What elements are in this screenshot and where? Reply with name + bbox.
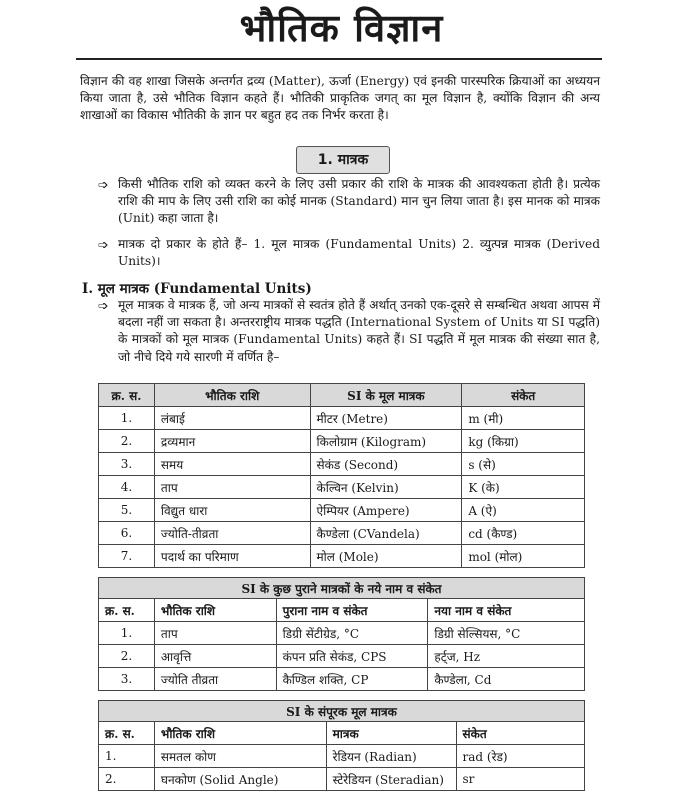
fundamental-units-table [98, 383, 585, 568]
cell-symbol: mol (मोल) [462, 545, 585, 568]
section-heading-units: 1. मात्रक [296, 146, 390, 174]
cell-symbol: cd (कैण्ड) [462, 522, 585, 545]
table-row [99, 622, 585, 645]
cell-unit: सेकंड (Second) [310, 453, 462, 476]
cell-serial: 1. [99, 622, 155, 645]
cell-quantity: समतल कोण [154, 745, 326, 768]
cell-symbol: sr [456, 768, 584, 791]
table-row [99, 545, 585, 568]
table-row [99, 499, 585, 522]
cell-serial: 5. [99, 499, 155, 522]
cell-quantity: विद्युत धारा [154, 499, 310, 522]
table-caption: SI के कुछ पुराने मात्रकों के नये नाम व संकेत [99, 578, 585, 599]
cell-symbol: rad (रेड) [456, 745, 584, 768]
subheading-fundamental-units: I. मूल मात्रक (Fundamental Units) [82, 281, 312, 297]
table-caption-row [99, 578, 585, 599]
table-caption: SI के संपूरक मूल मात्रक [99, 701, 585, 722]
cell-quantity: द्रव्यमान [154, 430, 310, 453]
cell-symbol: s (से) [462, 453, 585, 476]
cell-quantity: समय [154, 453, 310, 476]
header-quantity: भौतिक राशि [154, 384, 310, 407]
cell-unit: मीटर (Metre) [310, 407, 462, 430]
header-serial: क्र. स. [99, 599, 155, 622]
table-row [99, 430, 585, 453]
cell-new-name: डिग्री सेल्सियस, °C [428, 622, 585, 645]
cell-old-name: डिग्री सेंटीग्रेड, °C [276, 622, 428, 645]
cell-unit: स्टेरेडियन (Steradian) [326, 768, 456, 791]
cell-serial: 1. [99, 407, 155, 430]
cell-unit: केल्विन (Kelvin) [310, 476, 462, 499]
cell-new-name: हर्ट्ज, Hz [428, 645, 585, 668]
header-si-unit: SI के मूल मात्रक [310, 384, 462, 407]
header-serial: क्र. स. [99, 384, 155, 407]
header-symbol: संकेत [462, 384, 585, 407]
cell-serial: 2. [99, 645, 155, 668]
table-row [99, 768, 585, 791]
bullet-unit-types: मात्रक दो प्रकार के होते हैं– 1. मूल मात्रक (Fundamental Units) 2. व्युत्पन्न मात्रक (Derived Units)। [118, 237, 600, 269]
cell-serial: 7. [99, 545, 155, 568]
table-row [99, 407, 585, 430]
page-title: भौतिक विज्ञान [239, 6, 444, 50]
header-symbol: संकेत [456, 722, 584, 745]
renamed-units-table [98, 577, 585, 691]
cell-symbol: K (के) [462, 476, 585, 499]
header-serial: क्र. स. [99, 722, 155, 745]
table-header-row [99, 599, 585, 622]
cell-unit: रेडियन (Radian) [326, 745, 456, 768]
cell-quantity: पदार्थ का परिमाण [154, 545, 310, 568]
cell-symbol: kg (किग्रा) [462, 430, 585, 453]
bullet-fundamental-definition: मूल मात्रक वे मात्रक हैं, जो अन्य मात्रकों से स्वतंत्र होते हैं अर्थात् उनको एक-दूसरे से सम्बन्धित अथवा आपस में बदला नहीं जा सकता है। अन्तरराष्ट्रीय मात्रक पद्धति (International System of Units या SI पद्धति) के मात्रकों को मूल मात्रक (Fundamental Units) कहते हैं। SI पद्धति में मूल मात्रक की संख्या सात है, जो नीचे दिये गये सारणी में वर्णित है– [118, 298, 600, 364]
cell-quantity: आवृत्ति [154, 645, 276, 668]
cell-symbol: A (ऐ) [462, 499, 585, 522]
table-row [99, 453, 585, 476]
table-caption-row [99, 701, 585, 722]
cell-serial: 3. [99, 668, 155, 691]
header-new-name: नया नाम व संकेत [428, 599, 585, 622]
cell-serial: 2. [99, 430, 155, 453]
header-quantity: भौतिक राशि [154, 722, 326, 745]
table-header-row [99, 722, 585, 745]
cell-serial: 4. [99, 476, 155, 499]
table-row [99, 522, 585, 545]
table-row [99, 476, 585, 499]
header-quantity: भौतिक राशि [154, 599, 276, 622]
cell-quantity: ताप [154, 476, 310, 499]
cell-new-name: कैण्डेला, Cd [428, 668, 585, 691]
cell-quantity: घनकोण (Solid Angle) [154, 768, 326, 791]
cell-quantity: ज्योति तीव्रता [154, 668, 276, 691]
cell-unit: किलोग्राम (Kilogram) [310, 430, 462, 453]
cell-symbol: m (मी) [462, 407, 585, 430]
arrow-bullet-icon: ➩ [98, 299, 109, 314]
arrow-bullet-icon: ➩ [98, 178, 109, 193]
cell-unit: मोल (Mole) [310, 545, 462, 568]
cell-serial: 6. [99, 522, 155, 545]
cell-old-name: कैण्डिल शक्ति, CP [276, 668, 428, 691]
cell-unit: ऐम्पियर (Ampere) [310, 499, 462, 522]
header-old-name: पुराना नाम व संकेत [276, 599, 428, 622]
cell-serial: 2. [99, 768, 155, 791]
cell-quantity: ताप [154, 622, 276, 645]
cell-serial: 1. [99, 745, 155, 768]
cell-quantity: ज्योति-तीव्रता [154, 522, 310, 545]
cell-serial: 3. [99, 453, 155, 476]
cell-quantity: लंबाई [154, 407, 310, 430]
table-row [99, 668, 585, 691]
supplementary-units-table [98, 700, 585, 791]
cell-unit: कैण्डेला (CVandela) [310, 522, 462, 545]
header-unit: मात्रक [326, 722, 456, 745]
intro-paragraph: विज्ञान की वह शाखा जिसके अन्तर्गत द्रव्य (Matter), ऊर्जा (Energy) एवं इनकी पारस्परिक क्रियाओं का अध्ययन किया जाता है, उसे भौतिक विज्ञान कहते हैं। भौतिकी प्राकृतिक जगत् का मूल विज्ञान है, क्योंकि विज्ञान की अन्य शाखाओं का विकास भौतिकी के ज्ञान पर बहुत हद तक निर्भर करता है। [80, 74, 600, 123]
table-row [99, 645, 585, 668]
bullet-units-definition: किसी भौतिक राशि को व्यक्त करने के लिए उसी प्रकार की राशि के मात्रक की आवश्यकता होती है। प्रत्येक राशि की माप के लिए उसी राशि का कोई मानक (Standard) मान चुन लिया जाता है। इस मानक को मात्रक (Unit) कहा जाता है। [118, 177, 600, 226]
cell-old-name: कंपन प्रति सेकंड, CPS [276, 645, 428, 668]
arrow-bullet-icon: ➩ [98, 238, 109, 253]
title-divider [76, 58, 602, 60]
table-row [99, 745, 585, 768]
table-header-row [99, 384, 585, 407]
